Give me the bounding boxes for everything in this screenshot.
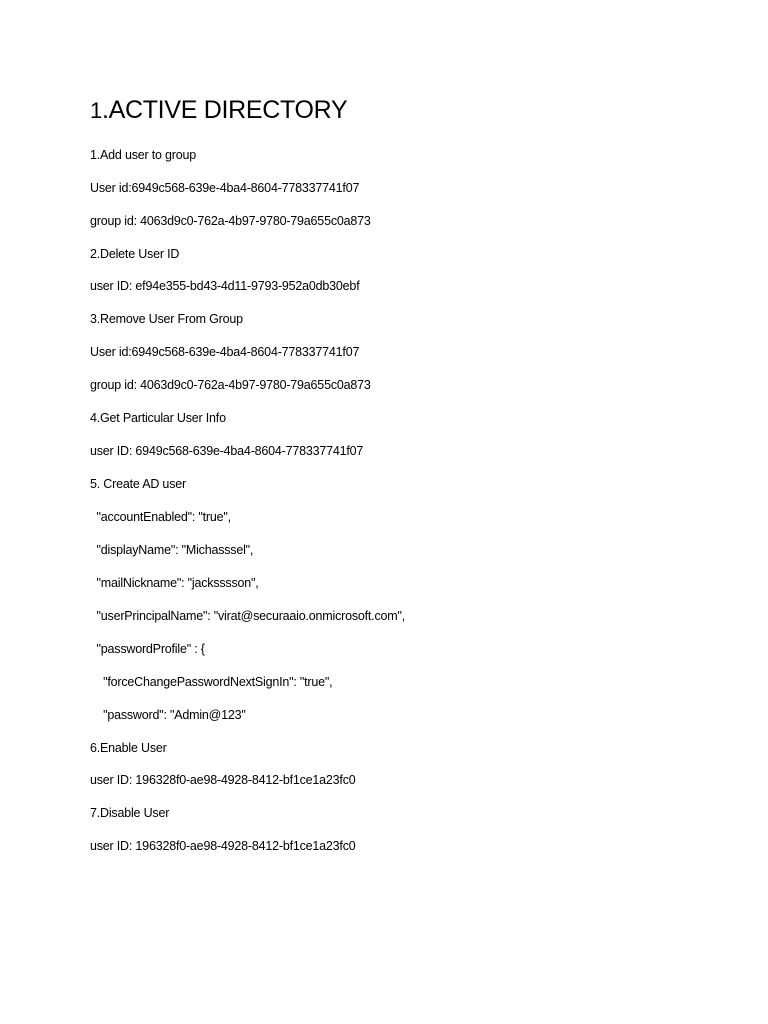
section-heading-get-particular-user-info: 4.Get Particular User Info xyxy=(90,411,226,425)
text-line: group id: 4063d9c0-762a-4b97-9780-79a655c0a873 xyxy=(90,378,371,392)
document-title xyxy=(90,94,347,127)
text-line: user ID: ef94e355-bd43-4d11-9793-952a0db30ebf xyxy=(90,279,360,293)
text-line: group id: 4063d9c0-762a-4b97-9780-79a655c0a873 xyxy=(90,214,371,228)
text-line: "passwordProfile" : { xyxy=(90,642,205,656)
section-heading-create-ad-user: 5. Create AD user xyxy=(90,477,186,491)
title-number: 1 xyxy=(90,98,102,123)
text-line: User id:6949c568-639e-4ba4-8604-778337741f07 xyxy=(90,345,360,359)
text-line: "mailNickname": "jacksssson", xyxy=(90,576,259,590)
section-heading-add-user-to-group: 1.Add user to group xyxy=(90,148,196,162)
section-heading-remove-user-from-group: 3.Remove User From Group xyxy=(90,312,243,326)
text-line: "userPrincipalName": "virat@securaaio.onmicrosoft.com", xyxy=(90,609,405,623)
section-heading-delete-user-id: 2.Delete User ID xyxy=(90,247,180,261)
text-line: "accountEnabled": "true", xyxy=(90,510,231,524)
section-heading-enable-user: 6.Enable User xyxy=(90,741,167,755)
title-text: .ACTIVE DIRECTORY xyxy=(101,96,348,124)
section-heading-disable-user: 7.Disable User xyxy=(90,806,170,820)
text-line: user ID: 6949c568-639e-4ba4-8604-778337741f07 xyxy=(90,444,364,458)
text-line: "displayName": "Michasssel", xyxy=(90,543,254,557)
text-line: user ID: 196328f0-ae98-4928-8412-bf1ce1a23fc0 xyxy=(90,773,356,787)
text-line: "forceChangePasswordNextSignIn": "true", xyxy=(90,675,333,689)
text-line: "password": "Admin@123" xyxy=(90,708,246,722)
text-line: user ID: 196328f0-ae98-4928-8412-bf1ce1a23fc0 xyxy=(90,839,356,853)
text-line: User id:6949c568-639e-4ba4-8604-778337741f07 xyxy=(90,181,360,195)
